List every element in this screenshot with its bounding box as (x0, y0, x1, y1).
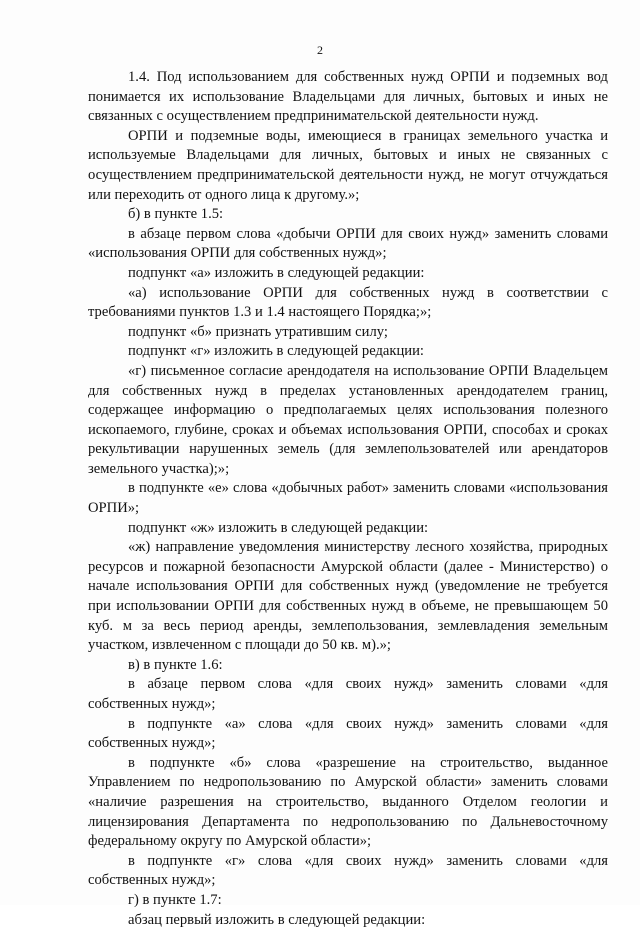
paragraph-item-v: в) в пункте 1.6: (128, 656, 223, 673)
paragraph-subitem-a-intro: подпункт «а» изложить в следующей редакции: (128, 264, 425, 281)
paragraph-subitem-zh-intro: подпункт «ж» изложить в следующей редакции: (128, 519, 429, 536)
paragraph-1-6-subitem-b: в подпункте «б» слова «разрешение на строительство, выданное Управлением по недропользованию по Амурской области» заменить словами «наличие разрешения на строительство, выданного Отделом геологии и лицензирования Департамента по недропользованию по Дальневосточному федеральному округу по Амурской области»; (88, 754, 608, 850)
paragraph-1-6-subitem-a: в подпункте «а» слова «для своих нужд» заменить словами «для собственных нужд»; (88, 715, 608, 752)
paragraph-item-b: б) в пункте 1.5: (128, 206, 224, 223)
page-number: 2 (317, 43, 323, 57)
paragraph-subitem-g-intro: подпункт «г» изложить в следующей редакции: (128, 343, 424, 360)
paragraph-subitem-g-text: «г) письменное согласие арендодателя на использование ОРПИ Владельцем для собственных нужд в пределах установленных арендодателем границ, содержащее информацию о предполагаемых целях использования полезного ископаемого, глубине, сроках и объемах использования ОРПИ, способах и сроках рекультивации нарушенных земель (для землепользователей или арендаторов земельного участка);»; (88, 362, 608, 477)
paragraph-subitem-b-void: подпункт «б» признать утратившим силу; (128, 323, 388, 340)
paragraph-orpi-alienation: ОРПИ и подземные воды, имеющиеся в границах земельного участка и используемые Владельцами для личных, бытовых и иных не связанных с осуществлением предпринимательской деятельности нужд, не могут отчуждаться или переходить от одного лица к другому.»; (88, 127, 608, 203)
document-body (88, 68, 608, 930)
paragraph-subitem-e-replace: в подпункте «е» слова «добычных работ» заменить словами «использования ОРПИ»; (88, 480, 608, 517)
paragraph-item-g: г) в пункте 1.7: (128, 891, 222, 908)
paragraph-first-abzac-replace: в абзаце первом слова «добычи ОРПИ для своих нужд» заменить словами «использования ОРПИ для собственных нужд»; (88, 225, 608, 262)
paragraph-subitem-zh-text: «ж) направление уведомления министерству лесного хозяйства, природных ресурсов и пожарной безопасности Амурской области (далее - Министерство) о начале использования ОРПИ для собственных нужд (уведомление не требуется при использовании ОРПИ для собственных нужд в объеме, не превышающем 50 куб. м за весь период аренды, землепользования, землевладения земельным участком, извлеченном с площади до 50 кв. м).»; (88, 539, 608, 654)
paragraph-1-6-first-abzac: в абзаце первом слова «для своих нужд» заменить словами «для собственных нужд»; (88, 676, 608, 712)
paragraph-1-4-definition: 1.4. Под использованием для собственных нужд ОРПИ и подземных вод понимается их использование Владельцами для личных, бытовых и иных не связанных с осуществлением предпринимательской деятельности нужд. (88, 69, 608, 125)
paragraph-subitem-a-text: «а) использование ОРПИ для собственных нужд в соответствии с требованиями пунктов 1.3 и 1.4 настоящего Порядка;»; (88, 284, 608, 321)
paragraph-1-6-subitem-g: в подпункте «г» слова «для своих нужд» заменить словами «для собственных нужд»; (88, 852, 608, 889)
paragraph-1-7-first-abzac: абзац первый изложить в следующей редакции: (128, 911, 426, 928)
